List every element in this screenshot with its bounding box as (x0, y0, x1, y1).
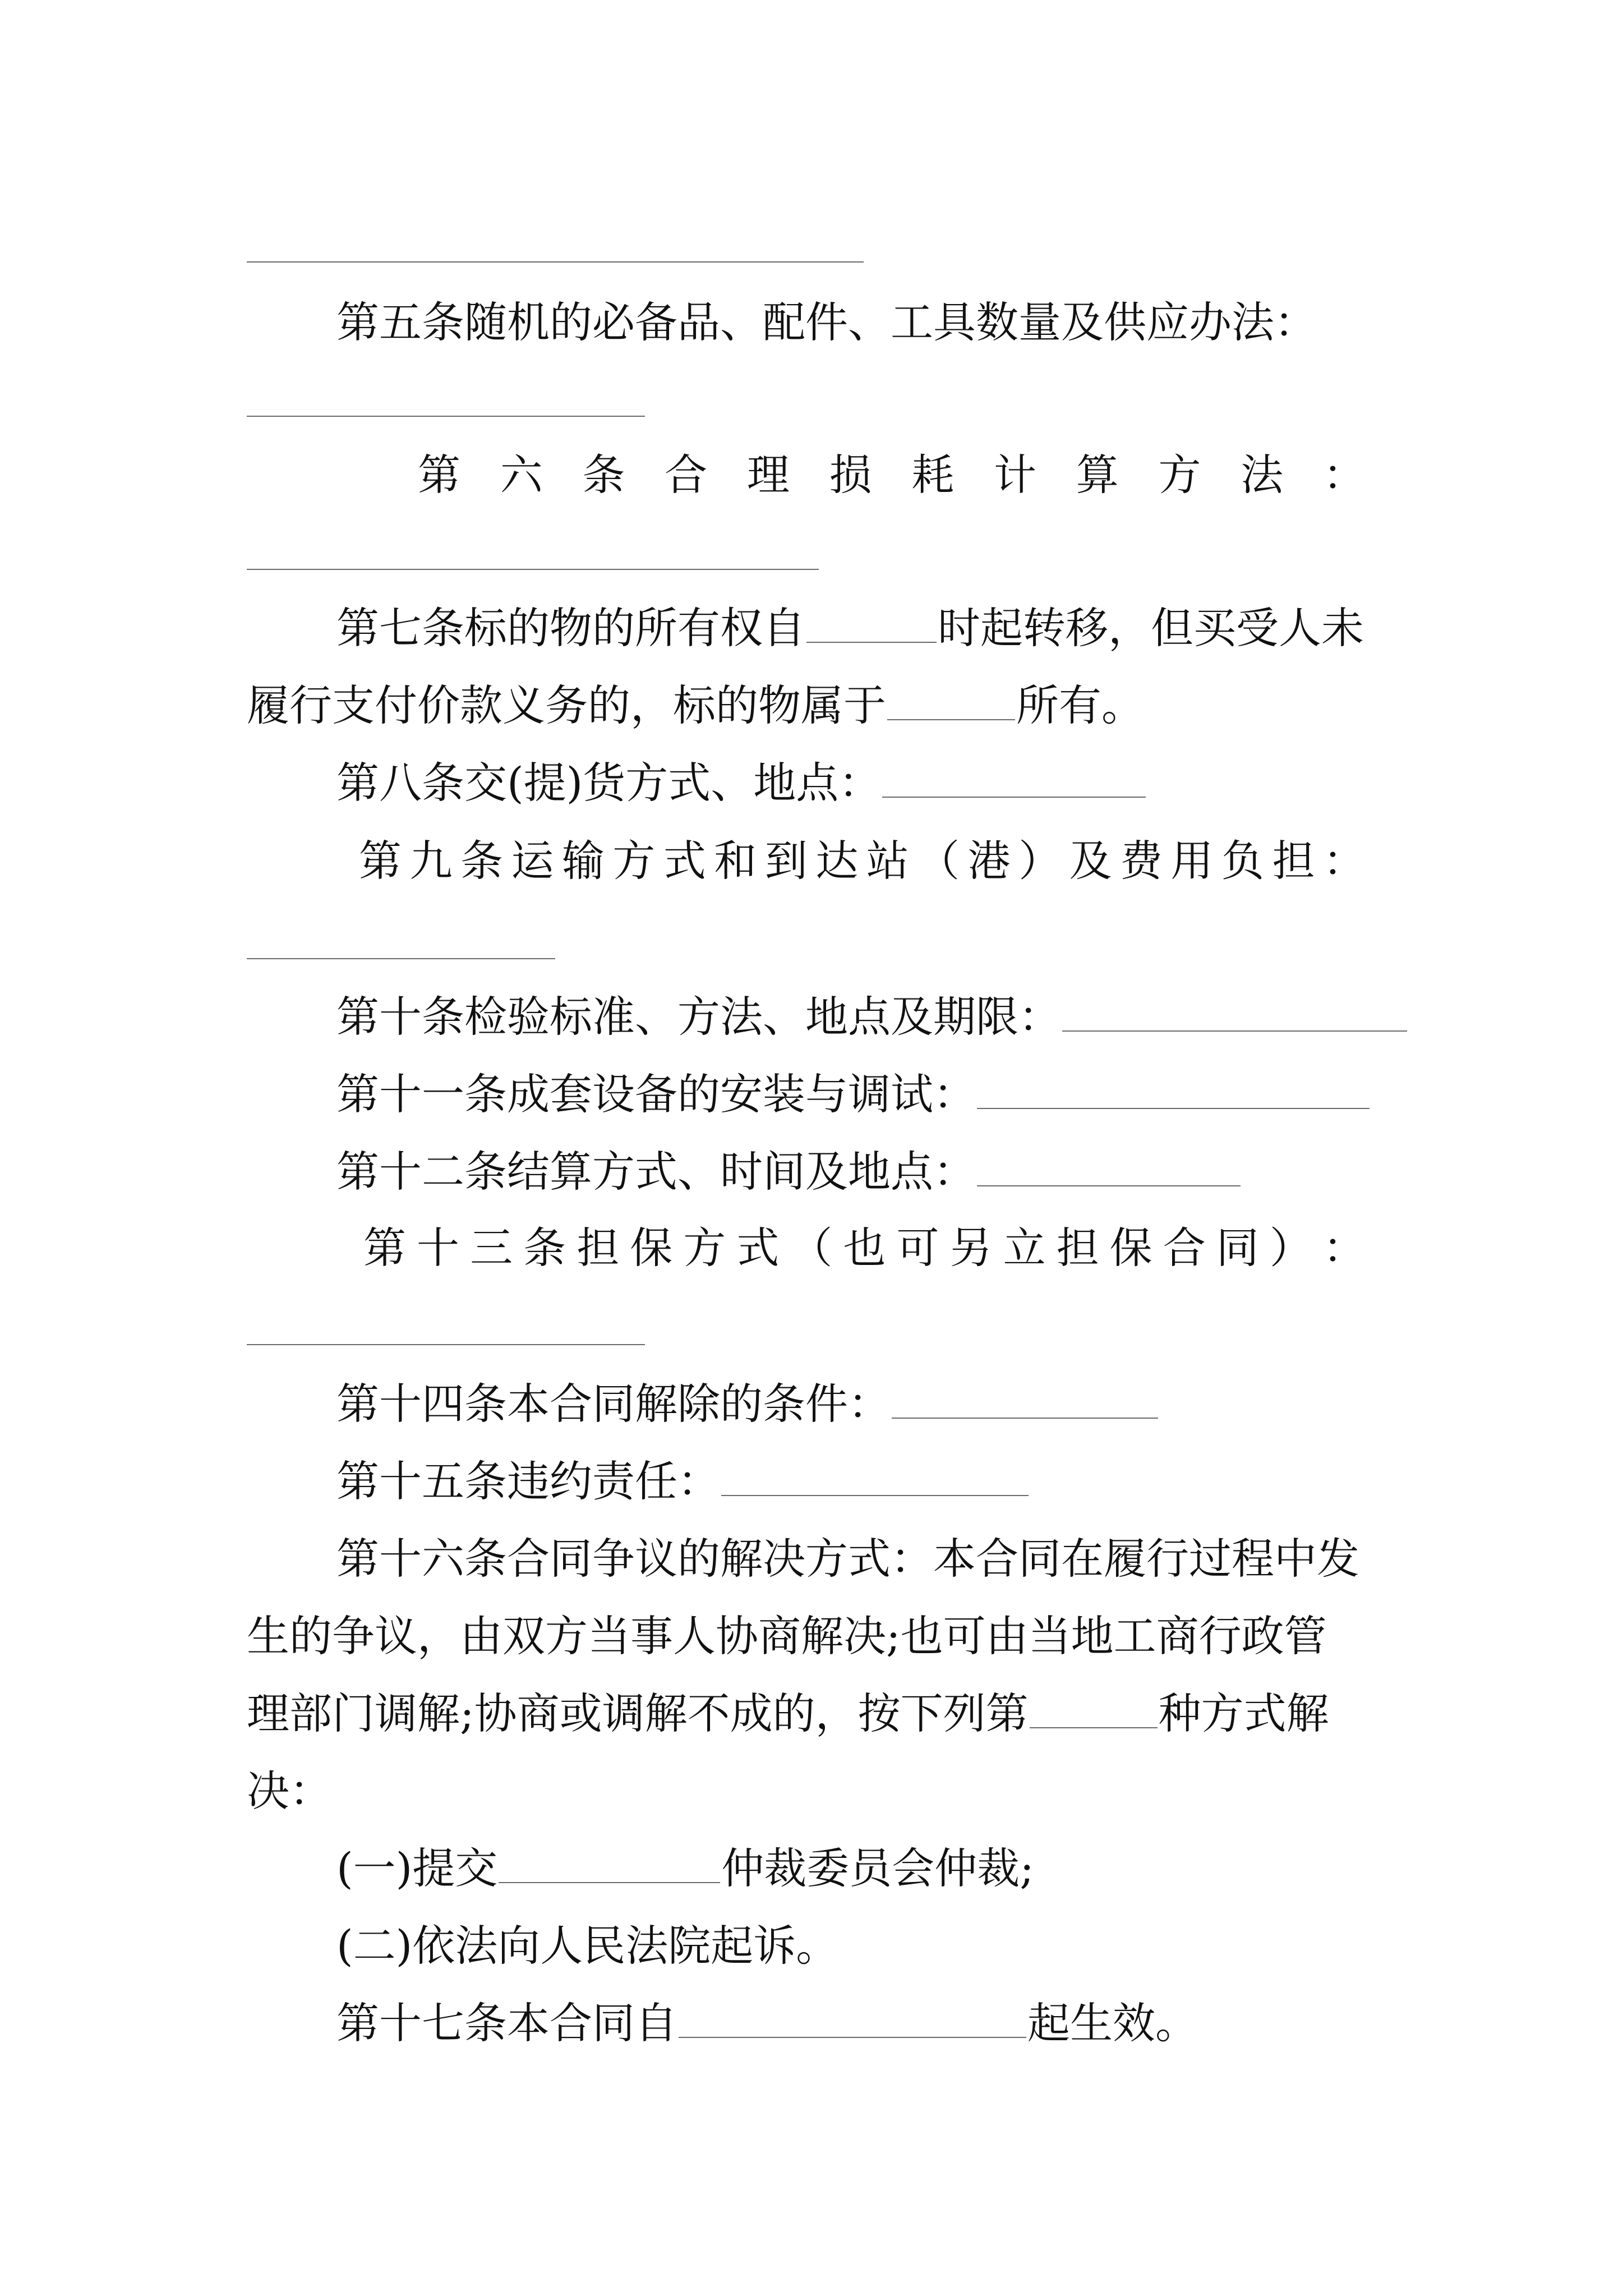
spread-char: 达 (815, 836, 859, 886)
fill-blank (977, 1107, 1370, 1109)
spread-char: 方 (683, 1223, 726, 1273)
spread-char: 第 (363, 1223, 406, 1273)
spread-char: 三 (470, 1223, 513, 1273)
spread-char: 耗 (911, 450, 955, 500)
spread-char: ） (1269, 1223, 1312, 1273)
fill-blank (679, 2036, 1026, 2038)
spread-char: 及 (1069, 836, 1112, 886)
article-7-line-2: 履行支付价款义务的，标的物属于 所有。 (247, 680, 1144, 730)
spread-char: 同 (1216, 1223, 1259, 1273)
article-16-line-1: 第十六条合同争议的解决方式：本合同在履行过程中发 (336, 1534, 1359, 1584)
fill-blank (1030, 1727, 1158, 1728)
fill-blank-line (247, 416, 645, 417)
article-16-option-1: (一)提交 仲裁委员会仲裁; (336, 1843, 1034, 1893)
spread-char: 用 (1170, 836, 1214, 886)
fill-blank (1062, 1030, 1407, 1032)
spread-char: 合 (665, 450, 708, 500)
article-6 (418, 450, 1366, 500)
fill-blank (892, 1417, 1158, 1419)
spread-char: 担 (577, 1223, 620, 1273)
article-12: 第十二条结算方式、时间及地点： (336, 1147, 1486, 1197)
fill-blank (806, 641, 937, 643)
spread-char: 条 (460, 836, 503, 886)
spread-char: 方 (1158, 450, 1201, 500)
fill-blank-line (247, 569, 819, 570)
spread-char: 担 (1272, 836, 1315, 886)
article-16-line-3: 理部门调解;协商或调解不成的，按下列第 种方式解 (247, 1688, 1329, 1738)
spread-char: 方 (612, 836, 656, 886)
article-9 (359, 836, 1366, 886)
spread-char: 法 (1241, 450, 1284, 500)
article-10: 第十条检验标准、方法、地点及期限： (336, 992, 1486, 1042)
fill-blank (977, 1185, 1241, 1186)
spread-char: 条 (523, 1223, 566, 1273)
fill-blank (882, 796, 1146, 798)
spread-char: 费 (1120, 836, 1163, 886)
article-8: 第八条交(提)货方式、地点： (336, 758, 1486, 808)
spread-char: 十 (417, 1223, 460, 1273)
spread-char: 损 (829, 450, 872, 500)
spread-char: 第 (359, 836, 402, 886)
fill-blank (887, 719, 1015, 720)
spread-char: 到 (764, 836, 808, 886)
spread-char: 和 (714, 836, 757, 886)
spread-char: 九 (409, 836, 453, 886)
spread-char: ： (1322, 450, 1366, 500)
spread-char: （ (790, 1223, 833, 1273)
spread-char: 计 (994, 450, 1037, 500)
article-5: 第五条随机的必备品、配件、工具数量及供应办法： (336, 297, 1317, 347)
spread-char: 另 (949, 1223, 993, 1273)
article-16-line-4: 决： (247, 1766, 332, 1816)
article-14: 第十四条本合同解除的条件： (336, 1379, 1486, 1429)
article-13 (363, 1223, 1366, 1273)
spread-char: 港 (967, 836, 1011, 886)
spread-char: 站 (866, 836, 909, 886)
spread-char: 立 (1003, 1223, 1046, 1273)
spread-char: 负 (1221, 836, 1264, 886)
spread-char: 也 (843, 1223, 886, 1273)
article-16-option-2: (二)依法向人民法院起诉。 (336, 1921, 839, 1971)
spread-char: 式 (736, 1223, 780, 1273)
fill-blank (721, 1494, 1029, 1496)
fill-blank-line (247, 1344, 645, 1345)
spread-char: 运 (511, 836, 554, 886)
spread-char: ： (1322, 1223, 1366, 1273)
spread-char: 条 (582, 450, 625, 500)
spread-char: 保 (630, 1223, 673, 1273)
spread-char: 第 (418, 450, 460, 500)
fill-blank-line (247, 958, 555, 959)
spread-char: 式 (663, 836, 706, 886)
spread-char: 六 (500, 450, 543, 500)
spread-char: （ (917, 836, 960, 886)
spread-char: 合 (1163, 1223, 1206, 1273)
spread-char: 可 (896, 1223, 939, 1273)
fill-blank (499, 1881, 720, 1883)
spread-char: ） (1018, 836, 1062, 886)
article-7-line-1: 第七条标的物的所有权自 时起转移，但买受人未 (336, 603, 1364, 653)
spread-char: 理 (746, 450, 790, 500)
article-11: 第十一条成套设备的安装与调试： (336, 1069, 1486, 1120)
spread-char: 输 (561, 836, 605, 886)
article-16-line-2: 生的争议，由双方当事人协商解决;也可由当地工商行政管 (247, 1611, 1327, 1661)
article-15: 第十五条违约责任： (336, 1456, 1486, 1507)
article-17: 第十七条本合同自 起生效。 (336, 1998, 1198, 2048)
spread-char: ： (1322, 836, 1366, 886)
spread-char: 担 (1056, 1223, 1099, 1273)
spread-char: 算 (1076, 450, 1119, 500)
fill-blank-line (247, 261, 864, 263)
spread-char: 保 (1109, 1223, 1152, 1273)
